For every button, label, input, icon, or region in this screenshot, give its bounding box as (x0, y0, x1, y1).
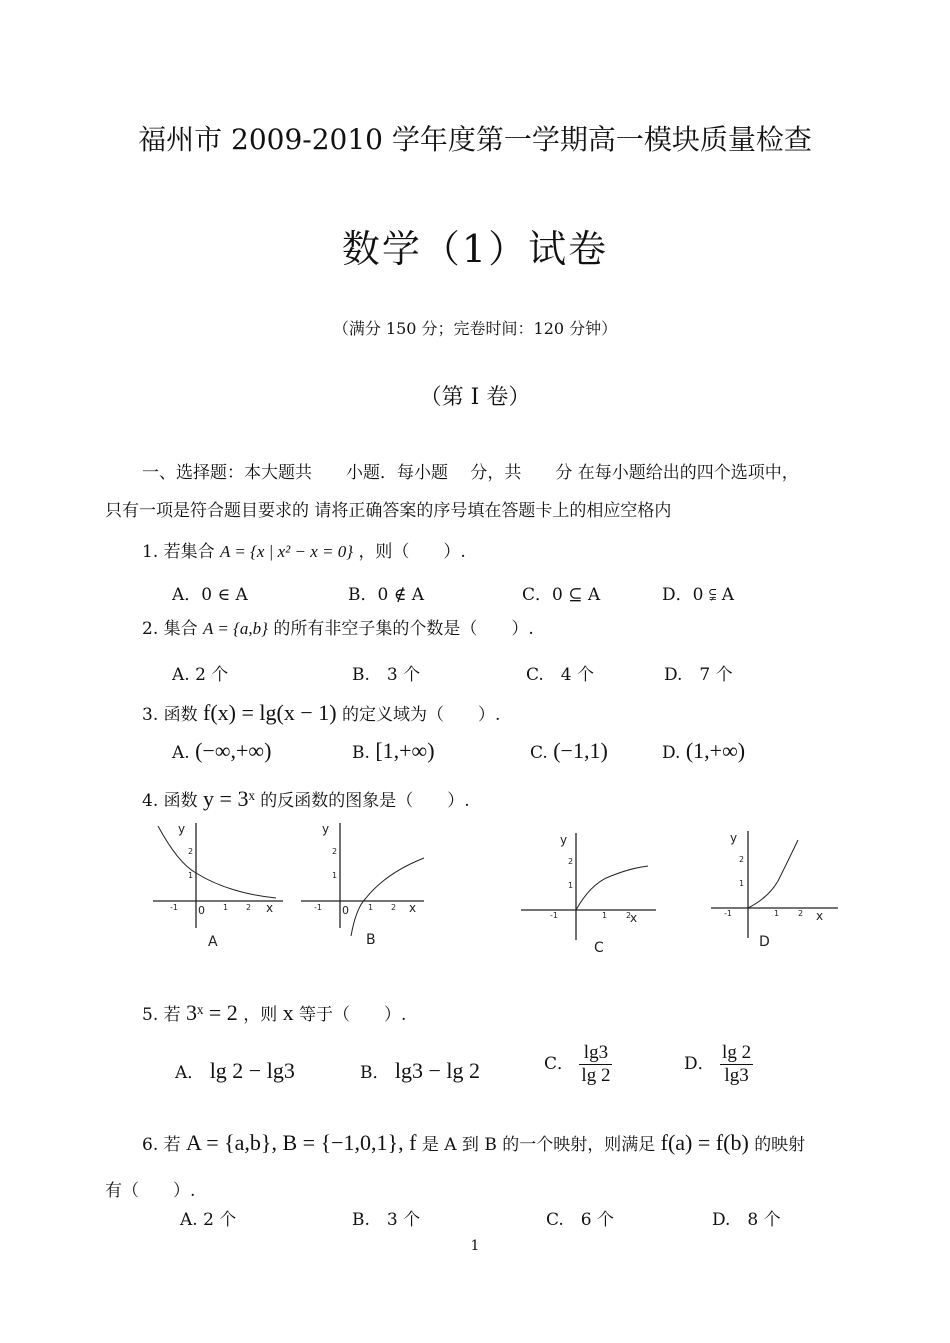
graph-c-ytick-1: 1 (568, 881, 574, 890)
graph-c-curve (576, 866, 648, 910)
graph-b-label: B (366, 932, 376, 948)
q6-stem-line2: 有（ ）. (105, 1181, 196, 1201)
graph-d (708, 826, 848, 956)
q6-prefix: 6. 若 (142, 1135, 181, 1155)
graph-a (148, 818, 288, 953)
q5-option-b (360, 1058, 480, 1084)
q3-option-b-label: B. (352, 743, 370, 763)
section-instructions-line2: 只有一项是符合题目要求的 请将正确答案的序号填在答题卡上的相应空格内 (105, 501, 672, 521)
q4-math: y = 3ˣ (203, 786, 255, 811)
q2-option-c: C. 4 个 (526, 665, 595, 685)
graph-d-tick-neg1: -1 (724, 909, 732, 918)
q6-math: A = {a,b}, B = {−1,0,1}, f (186, 1130, 417, 1155)
graph-c (516, 828, 666, 958)
graph-d-x-label: x (816, 909, 824, 923)
q2-prefix: 2. 集合 (142, 619, 198, 639)
q5-option-a-label: A． (175, 1063, 205, 1083)
graph-b-y-label: y (322, 822, 330, 836)
q5-d-numerator: lg 2 (722, 1042, 752, 1063)
q6-option-a: A. 2 个 (180, 1210, 237, 1230)
q1-option-c: C．0 ⊆ A (522, 585, 601, 605)
q5-d-denominator: lg3 (724, 1065, 749, 1086)
q5-suffix: 等于（ ）. (299, 1005, 407, 1025)
question-3-stem (142, 700, 500, 726)
graph-d-tick-2: 2 (798, 909, 804, 918)
q5-option-c-label: C． (544, 1054, 575, 1074)
q4-prefix: 4. 函数 (142, 791, 198, 811)
question-2-stem (142, 614, 534, 639)
graph-c-tick-1: 1 (602, 911, 608, 920)
q3-option-d-math: (1,+∞) (685, 738, 746, 763)
q3-option-a-label: A. (172, 743, 190, 763)
question-6-stem (142, 1130, 805, 1156)
question-4-stem (142, 786, 470, 812)
question-5-stem (142, 1000, 406, 1026)
q3-option-c-math: (−1,1) (553, 738, 608, 763)
graph-a-x-label: x (266, 901, 274, 915)
q6-suffix: 的映射 (754, 1135, 806, 1155)
graph-b-curve (351, 858, 424, 936)
q2-math: A = {a,b} (203, 619, 268, 638)
q3-option-d (662, 738, 745, 764)
graph-c-x-label: x (630, 911, 638, 925)
q6-mid: 是 A 到 B 的一个映射，则满足 (421, 1135, 656, 1155)
graph-b-ytick-2: 2 (332, 847, 338, 856)
question-1-stem (142, 537, 466, 562)
graph-a-tick-2: 2 (246, 903, 252, 912)
q1-option-d: D．0 ⫋ A (662, 585, 735, 605)
graph-d-label: D (759, 934, 770, 950)
q6-option-b: B. 3 个 (352, 1210, 421, 1230)
graph-c-tick-2: 2 (626, 911, 632, 920)
volume-label: （第 I 卷） (419, 385, 531, 410)
q3-option-a-math: (−∞,+∞) (195, 738, 272, 763)
q1-option-a: A．0 ∈ A (172, 585, 248, 605)
q3-suffix: 的定义域为（ ）. (342, 705, 501, 725)
graph-a-origin: 0 (198, 904, 205, 917)
exam-title: 福州市 2009-2010 学年度第一学期高一模块质量检查 (138, 123, 812, 156)
graph-b-tick-2: 2 (391, 903, 397, 912)
graph-d-ytick-2: 2 (739, 855, 745, 864)
q3-option-d-label: D. (662, 743, 681, 763)
q5-option-d-fraction (720, 1042, 753, 1087)
q5-mid: ，则 (243, 1005, 278, 1025)
graph-b-tick-neg1: -1 (314, 903, 322, 912)
q3-option-a (172, 738, 271, 764)
q5-option-b-math: lg3 − lg 2 (394, 1058, 481, 1083)
section-instructions-line1: 一、选择题：本大题共 小题．每小题 分，共 分 在每小题给出的四个选项中， (142, 463, 799, 483)
graph-c-label: C (594, 940, 604, 956)
q1-prefix: 1. 若集合 (142, 542, 215, 562)
graph-b-x-label: x (409, 901, 417, 915)
q5-option-a-math: lg 2 − lg3 (209, 1058, 295, 1083)
graph-a-y-label: y (178, 822, 186, 836)
graph-a-ytick-1: 1 (188, 871, 194, 880)
graph-d-curve (748, 840, 798, 908)
graph-a-curve (158, 826, 276, 898)
q5-c-numerator: lg3 (579, 1042, 612, 1065)
q5-option-a (175, 1058, 295, 1084)
q3-option-c-label: C. (530, 743, 548, 763)
exam-duration-note: （满分 150 分；完卷时间：120 分钟） (332, 319, 618, 338)
q3-option-c (530, 738, 608, 764)
q3-option-b-math: [1,+∞) (375, 738, 435, 763)
q5-option-d (684, 1042, 753, 1087)
q1-option-b: B．0 ∉ A (348, 585, 424, 605)
graph-d-ytick-1: 1 (739, 879, 745, 888)
q3-prefix: 3. 函数 (142, 705, 198, 725)
subject-title: 数学（1）试卷 (341, 227, 609, 271)
graph-a-ytick-2: 2 (188, 847, 194, 856)
q3-option-b (352, 738, 435, 764)
page-number: 1 (470, 1238, 480, 1254)
q5-c-denominator: lg 2 (581, 1065, 611, 1086)
q5-math: 3ˣ = 2 (186, 1000, 238, 1025)
q5-option-c (544, 1042, 612, 1087)
q5-option-b-label: B． (360, 1063, 390, 1083)
graph-c-tick-neg1: -1 (550, 911, 558, 920)
graph-c-ytick-2: 2 (568, 857, 574, 866)
q5-option-c-fraction (579, 1042, 612, 1087)
graph-a-label: A (208, 934, 218, 950)
q6-math2: f(a) = f(b) (660, 1130, 749, 1155)
graph-b (296, 818, 436, 953)
q1-math: A = {x | x² − x = 0} (220, 542, 354, 561)
q4-suffix: 的反函数的图象是（ ）. (260, 791, 470, 811)
q3-math: f(x) = lg(x − 1) (203, 700, 337, 725)
graph-a-tick-1: 1 (223, 903, 229, 912)
q1-suffix: ，则（ ）. (358, 542, 466, 562)
graph-a-tick-neg1: -1 (170, 903, 178, 912)
q5-prefix: 5. 若 (142, 1005, 181, 1025)
graph-b-tick-1: 1 (368, 903, 374, 912)
q2-option-d: D. 7 个 (664, 665, 733, 685)
graph-b-origin: 0 (342, 904, 349, 917)
graph-b-ytick-1: 1 (332, 871, 338, 880)
graph-d-y-label: y (730, 831, 738, 845)
q6-option-d: D. 8 个 (712, 1210, 781, 1230)
q5-option-d-label: D． (684, 1054, 715, 1074)
q2-option-a: A. 2 个 (172, 665, 229, 685)
q2-suffix: 的所有非空子集的个数是（ ）. (273, 619, 534, 639)
graph-d-tick-1: 1 (774, 909, 780, 918)
graph-c-y-label: y (560, 833, 568, 847)
q5-var: x (282, 1000, 294, 1025)
q2-option-b: B. 3 个 (352, 665, 421, 685)
q6-option-c: C. 6 个 (546, 1210, 615, 1230)
